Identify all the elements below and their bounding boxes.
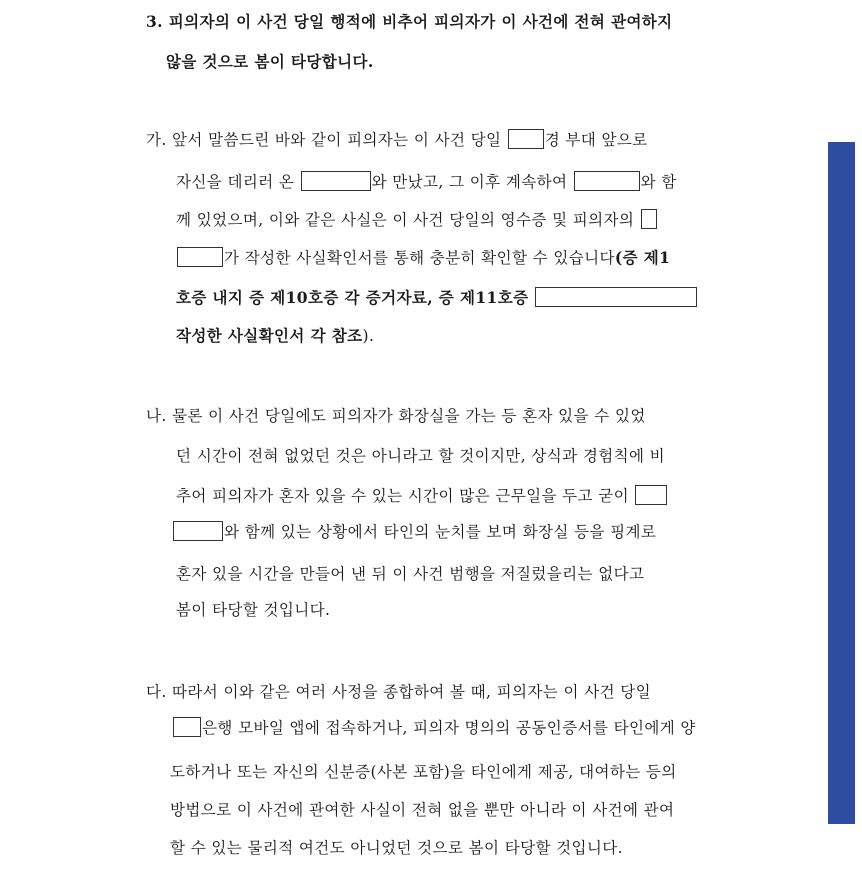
para-na-line-3 bbox=[176, 484, 668, 506]
para-ga-line-5 bbox=[176, 286, 698, 308]
para-ga-text: 자신을 데리러 온 bbox=[176, 173, 295, 191]
para-da-text: 은행 모바일 앱에 접속하거나, 피의자 명의의 공동인증서를 타인에게 양 bbox=[202, 719, 696, 737]
para-na-text: 와 함께 있는 상황에서 타인의 눈치를 보며 화장실 등을 핑계로 bbox=[224, 523, 657, 541]
redacted-box bbox=[173, 717, 201, 737]
redacted-box bbox=[301, 171, 371, 191]
para-ga-text: 가 작성한 사실확인서를 통해 충분히 확인할 수 있습니다 bbox=[224, 249, 615, 267]
para-ga-bold-ref: 작성한 사실확인서 각 참조 bbox=[176, 326, 363, 345]
para-na-line-5: 혼자 있을 시간을 만들어 낸 뒤 이 사건 범행을 저질렀을리는 없다고 bbox=[176, 565, 645, 583]
para-da-line-5: 할 수 있는 물리적 여건도 아니었던 것으로 봄이 타당할 것입니다. bbox=[170, 839, 623, 857]
para-ga-bold-ref: (증 제1 bbox=[614, 248, 671, 267]
section-3-line-1: 3. 피의자의 이 사건 당일 행적에 비추어 피의자가 이 사건에 전혀 관여하지 bbox=[146, 12, 673, 31]
redacted-box bbox=[173, 521, 223, 541]
redacted-box bbox=[535, 287, 697, 307]
para-na-line-4 bbox=[172, 520, 656, 542]
para-na-line-2: 던 시간이 전혀 없었던 것은 아니라고 할 것이지만, 상식과 경험칙에 비 bbox=[176, 447, 666, 465]
para-ga-text: 와 만났고, 그 이후 계속하여 bbox=[371, 173, 568, 191]
para-ga-text: 께 있었으며, 이와 같은 사실은 이 사건 당일의 영수증 및 피의자의 bbox=[176, 211, 635, 229]
para-ga-line-4 bbox=[176, 246, 670, 268]
para-ga-line-1 bbox=[146, 128, 648, 150]
redacted-box bbox=[641, 209, 657, 229]
para-da-line-1: 다. 따라서 이와 같은 여러 사정을 종합하여 볼 때, 피의자는 이 사건 당일 bbox=[146, 683, 652, 701]
para-ga-text: ). bbox=[362, 327, 375, 345]
redacted-box bbox=[508, 129, 544, 149]
para-ga-text: 가. 앞서 말씀드린 바와 같이 피의자는 이 사건 당일 bbox=[146, 131, 502, 149]
para-na-text: 추어 피의자가 혼자 있을 수 있는 시간이 많은 근무일을 두고 굳이 bbox=[176, 487, 629, 505]
para-ga-line-3 bbox=[176, 208, 658, 230]
section-3-line-2: 않을 것으로 봄이 타당합니다. bbox=[166, 52, 374, 71]
page-edge-bar bbox=[828, 142, 855, 824]
para-da-line-4: 방법으로 이 사건에 관여한 사실이 전혀 없을 뿐만 아니라 이 사건에 관여 bbox=[170, 801, 675, 819]
redacted-box bbox=[177, 247, 223, 267]
redacted-box bbox=[635, 485, 667, 505]
para-na-line-1: 나. 물론 이 사건 당일에도 피의자가 화장실을 가는 등 혼자 있을 수 있었 bbox=[146, 407, 646, 425]
para-da-line-2 bbox=[172, 716, 696, 738]
para-ga-text: 와 함 bbox=[640, 173, 677, 191]
para-ga-line-6 bbox=[176, 324, 374, 346]
redacted-box bbox=[574, 171, 640, 191]
para-da-line-3: 도하거나 또는 자신의 신분증(사본 포함)을 타인에게 제공, 대여하는 등의 bbox=[170, 763, 677, 781]
para-na-line-6: 봄이 타당할 것입니다. bbox=[176, 601, 331, 619]
para-ga-text: 경 부대 앞으로 bbox=[544, 131, 648, 149]
para-ga-line-2 bbox=[176, 170, 677, 192]
para-ga-bold-ref: 호증 내지 증 제10호증 각 증거자료, 증 제11호증 bbox=[176, 288, 529, 307]
